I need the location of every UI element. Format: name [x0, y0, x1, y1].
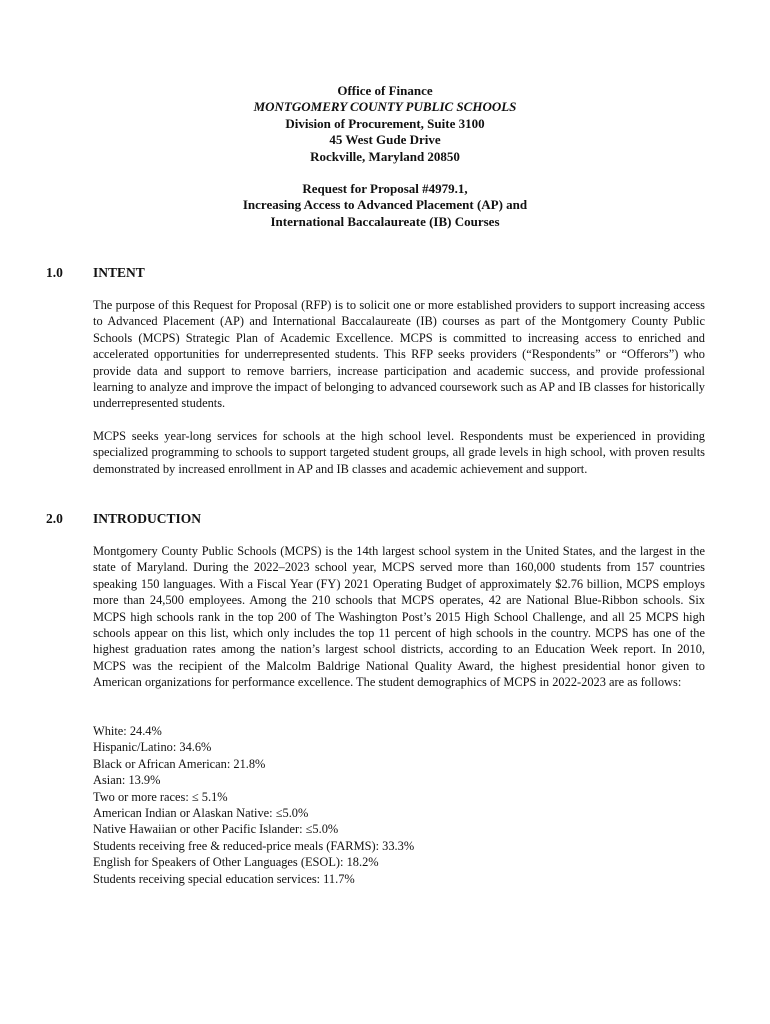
list-item: Native Hawaiian or other Pacific Islander: ≤5.0%: [93, 822, 339, 837]
list-item: American Indian or Alaskan Native: ≤5.0%: [93, 806, 309, 821]
section-2-number: 2.0: [46, 511, 63, 526]
intent-paragraph-1: The purpose of this Request for Proposal (RFP) is to solicit one or more established providers to support increasing access to Advanced Placement (AP) and International Baccalaureate (IB) courses as part of the Montgomery County Public Schools (MCPS) Strategic Plan of Academic Excellence. MCPS is committed to increasing access to enriched and accelerated opportunities for underrepresented students. This RFP seeks providers (“Respondents” or “Offerors”) who provide data and support to remove barriers, increase participation and academic success, and provide professional learning to analyze and improve the impact of belonging to advanced coursework such as AP and IB classes for historically underrepresented students.: [93, 298, 705, 411]
intent-paragraph-2: MCPS seeks year-long services for schools at the high school level. Respondents must be experienced in providing specialized programming to schools to support targeted student groups, all grade levels in high school, with proven results demonstrated by increased enrollment in AP and IB classes and academic achievement and support.: [93, 429, 705, 476]
list-item: Asian: 13.9%: [93, 773, 161, 788]
section-1-title: INTENT: [93, 265, 145, 280]
rfp-title-line-1: Increasing Access to Advanced Placement (AP) and: [242, 197, 528, 213]
section-2-title: INTRODUCTION: [93, 511, 202, 526]
demographics-list: [93, 723, 705, 887]
list-item: Black or African American: 21.8%: [93, 756, 266, 771]
introduction-paragraph: Montgomery County Public Schools (MCPS) is the 14th largest school system in the United States, and the largest in the state of Maryland. During the 2022–2023 school year, MCPS served more than 160,000 students from 157 countries speaking 150 languages. With a Fiscal Year (FY) 2021 Operating Budget of approximately $2.76 billion, MCPS employs more than 24,500 employees. Among the 210 schools that MCPS operates, 42 are National Blue-Ribbon schools. Six MCPS high schools rank in the top 200 of The Washington Post’s 2015 High School Challenge, and all 25 MCPS high schools appear on this list, which only includes the top 11 percent of high schools in the country. MCPS has one of the highest graduation rates among the nation’s largest school districts, according to an Education Week report. In 2010, MCPS was the recipient of the Malcolm Baldrige National Quality Award, the highest presidential honor given to American organizations for performance excellence. The student demographics of MCPS in 2022-2023 are as follows:: [93, 544, 705, 690]
city-state-zip: Rockville, Maryland 20850: [310, 148, 460, 164]
division-name: Division of Procurement, Suite 3100: [285, 115, 485, 131]
organization-name: MONTGOMERY COUNTY PUBLIC SCHOOLS: [253, 99, 517, 115]
list-item: White: 24.4%: [93, 724, 162, 738]
list-item: Students receiving free & reduced-price meals (FARMS): 33.3%: [93, 838, 415, 853]
office-name: Office of Finance: [337, 83, 433, 98]
document-header: [0, 83, 770, 230]
street-address: 45 West Gude Drive: [329, 132, 441, 148]
rfp-title-line-2: International Baccalaureate (IB) Courses: [270, 213, 500, 229]
list-item: Two or more races: ≤ 5.1%: [93, 789, 228, 804]
list-item: Students receiving special education services: 11.7%: [93, 871, 355, 886]
section-1-number: 1.0: [46, 265, 63, 280]
list-item: Hispanic/Latino: 34.6%: [93, 740, 212, 755]
list-item: English for Speakers of Other Languages (ESOL): 18.2%: [93, 855, 379, 870]
rfp-number: Request for Proposal #4979.1,: [302, 181, 468, 197]
rfp-title-block: [0, 181, 770, 230]
